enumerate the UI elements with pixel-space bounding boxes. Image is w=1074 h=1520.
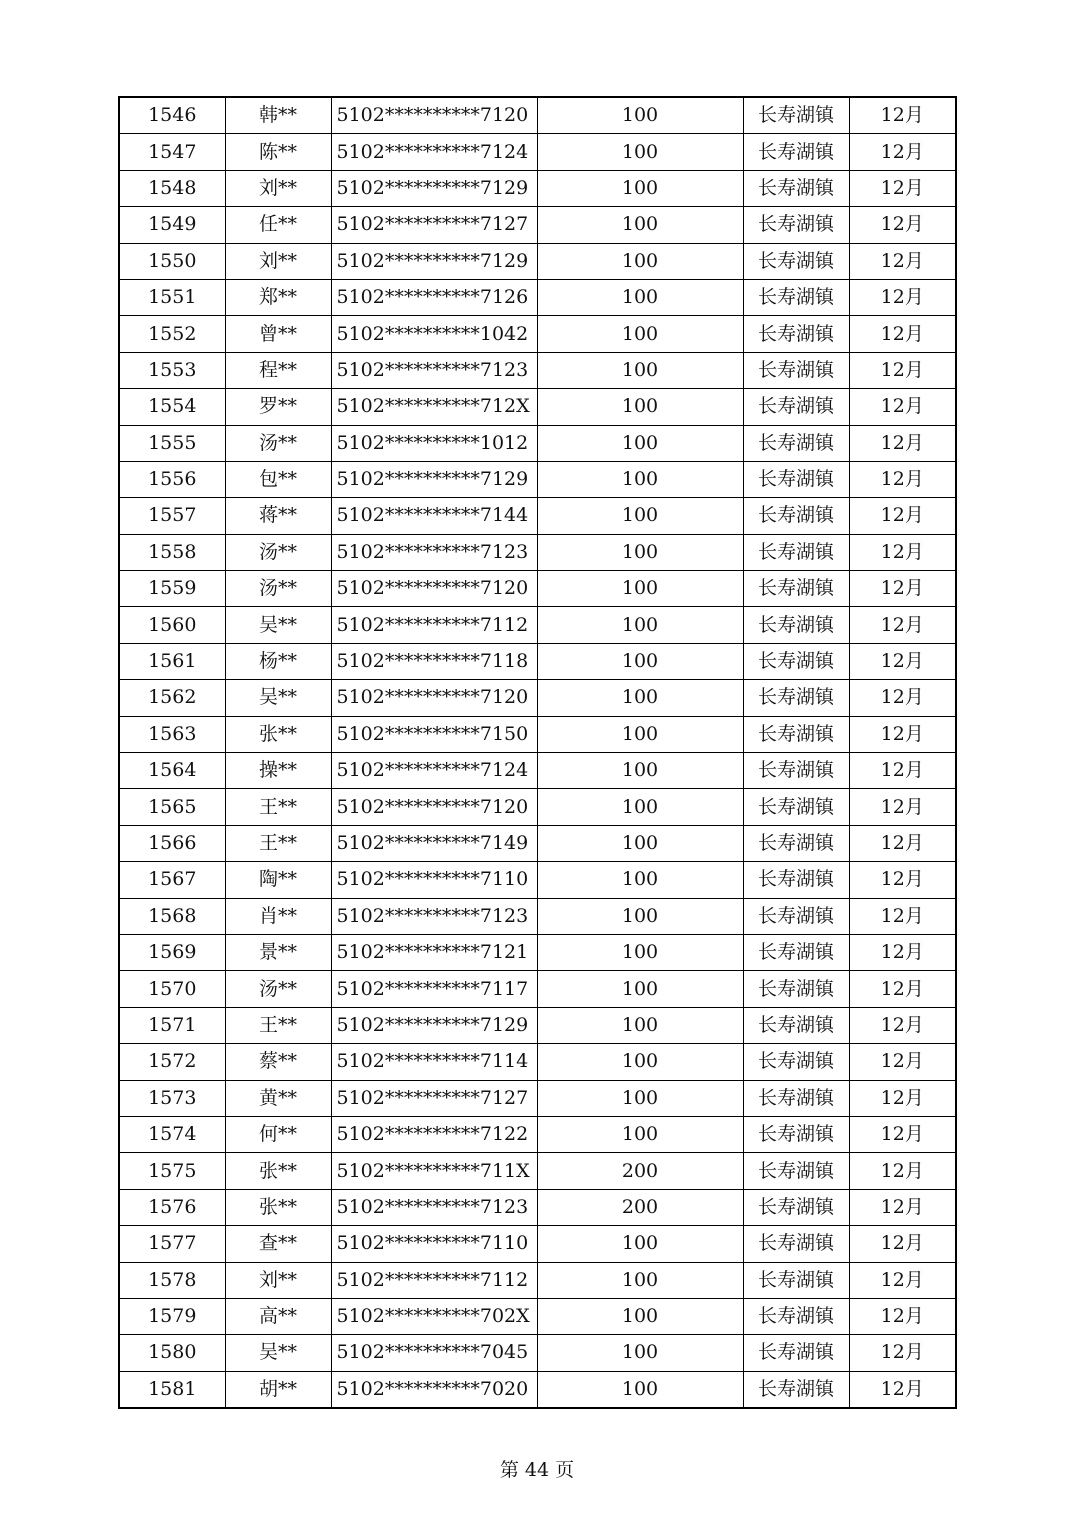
town-cell: 长寿湖镇 xyxy=(743,1335,849,1371)
name-cell: 程** xyxy=(225,352,331,388)
month-cell: 12月 xyxy=(849,643,956,679)
row-number-cell: 1551 xyxy=(119,279,225,315)
amount-cell: 100 xyxy=(537,498,743,534)
id-number-cell: 5102**********1042 xyxy=(331,316,537,352)
town-cell: 长寿湖镇 xyxy=(743,316,849,352)
amount-cell: 100 xyxy=(537,170,743,206)
amount-cell: 100 xyxy=(537,1226,743,1262)
name-cell: 汤** xyxy=(225,534,331,570)
amount-cell: 100 xyxy=(537,207,743,243)
town-cell: 长寿湖镇 xyxy=(743,461,849,497)
row-number-cell: 1564 xyxy=(119,753,225,789)
id-number-cell: 5102**********7124 xyxy=(331,753,537,789)
id-number-cell: 5102**********7110 xyxy=(331,1226,537,1262)
month-cell: 12月 xyxy=(849,1007,956,1043)
table-row xyxy=(119,789,956,825)
row-number-cell: 1574 xyxy=(119,1116,225,1152)
id-number-cell: 5102**********7123 xyxy=(331,352,537,388)
name-cell: 景** xyxy=(225,934,331,970)
id-number-cell: 5102**********7150 xyxy=(331,716,537,752)
town-cell: 长寿湖镇 xyxy=(743,279,849,315)
name-cell: 吴** xyxy=(225,1335,331,1371)
id-number-cell: 5102**********7110 xyxy=(331,862,537,898)
name-cell: 任** xyxy=(225,207,331,243)
month-cell: 12月 xyxy=(849,279,956,315)
amount-cell: 100 xyxy=(537,425,743,461)
town-cell: 长寿湖镇 xyxy=(743,425,849,461)
table-row xyxy=(119,753,956,789)
table-row xyxy=(119,971,956,1007)
id-number-cell: 5102**********7124 xyxy=(331,134,537,170)
table-row xyxy=(119,97,956,134)
name-cell: 杨** xyxy=(225,643,331,679)
table-row xyxy=(119,862,956,898)
id-number-cell: 5102**********7123 xyxy=(331,1189,537,1225)
id-number-cell: 5102**********7127 xyxy=(331,1080,537,1116)
row-number-cell: 1562 xyxy=(119,680,225,716)
month-cell: 12月 xyxy=(849,170,956,206)
row-number-cell: 1552 xyxy=(119,316,225,352)
town-cell: 长寿湖镇 xyxy=(743,571,849,607)
id-number-cell: 5102**********7123 xyxy=(331,898,537,934)
table-row xyxy=(119,1080,956,1116)
name-cell: 曾** xyxy=(225,316,331,352)
row-number-cell: 1561 xyxy=(119,643,225,679)
month-cell: 12月 xyxy=(849,134,956,170)
record-table xyxy=(118,96,957,1409)
amount-cell: 100 xyxy=(537,389,743,425)
id-number-cell: 5102**********7120 xyxy=(331,571,537,607)
month-cell: 12月 xyxy=(849,425,956,461)
id-number-cell: 5102**********711X xyxy=(331,1153,537,1189)
name-cell: 操** xyxy=(225,753,331,789)
table-row xyxy=(119,498,956,534)
row-number-cell: 1573 xyxy=(119,1080,225,1116)
month-cell: 12月 xyxy=(849,316,956,352)
amount-cell: 100 xyxy=(537,1371,743,1408)
row-number-cell: 1550 xyxy=(119,243,225,279)
town-cell: 长寿湖镇 xyxy=(743,1298,849,1334)
town-cell: 长寿湖镇 xyxy=(743,862,849,898)
row-number-cell: 1580 xyxy=(119,1335,225,1371)
row-number-cell: 1555 xyxy=(119,425,225,461)
name-cell: 高** xyxy=(225,1298,331,1334)
month-cell: 12月 xyxy=(849,461,956,497)
town-cell: 长寿湖镇 xyxy=(743,643,849,679)
month-cell: 12月 xyxy=(849,243,956,279)
amount-cell: 100 xyxy=(537,1335,743,1371)
id-number-cell: 5102**********7117 xyxy=(331,971,537,1007)
town-cell: 长寿湖镇 xyxy=(743,498,849,534)
table-row xyxy=(119,461,956,497)
name-cell: 王** xyxy=(225,825,331,861)
name-cell: 胡** xyxy=(225,1371,331,1408)
amount-cell: 100 xyxy=(537,134,743,170)
table-row xyxy=(119,243,956,279)
table-row xyxy=(119,134,956,170)
name-cell: 吴** xyxy=(225,607,331,643)
name-cell: 郑** xyxy=(225,279,331,315)
name-cell: 罗** xyxy=(225,389,331,425)
month-cell: 12月 xyxy=(849,862,956,898)
id-number-cell: 5102**********7129 xyxy=(331,170,537,206)
row-number-cell: 1577 xyxy=(119,1226,225,1262)
id-number-cell: 5102**********7122 xyxy=(331,1116,537,1152)
table-row xyxy=(119,1262,956,1298)
name-cell: 黄** xyxy=(225,1080,331,1116)
row-number-cell: 1547 xyxy=(119,134,225,170)
town-cell: 长寿湖镇 xyxy=(743,170,849,206)
amount-cell: 200 xyxy=(537,1189,743,1225)
id-number-cell: 5102**********712X xyxy=(331,389,537,425)
amount-cell: 100 xyxy=(537,97,743,134)
month-cell: 12月 xyxy=(849,971,956,1007)
amount-cell: 100 xyxy=(537,279,743,315)
row-number-cell: 1571 xyxy=(119,1007,225,1043)
month-cell: 12月 xyxy=(849,1153,956,1189)
id-number-cell: 5102**********7129 xyxy=(331,1007,537,1043)
name-cell: 汤** xyxy=(225,571,331,607)
id-number-cell: 5102**********7126 xyxy=(331,279,537,315)
town-cell: 长寿湖镇 xyxy=(743,898,849,934)
id-number-cell: 5102**********7112 xyxy=(331,1262,537,1298)
table-row xyxy=(119,1116,956,1152)
town-cell: 长寿湖镇 xyxy=(743,1080,849,1116)
town-cell: 长寿湖镇 xyxy=(743,1262,849,1298)
table-row xyxy=(119,389,956,425)
id-number-cell: 5102**********7129 xyxy=(331,243,537,279)
row-number-cell: 1565 xyxy=(119,789,225,825)
table-row xyxy=(119,680,956,716)
town-cell: 长寿湖镇 xyxy=(743,716,849,752)
table-row xyxy=(119,1335,956,1371)
name-cell: 张** xyxy=(225,716,331,752)
row-number-cell: 1563 xyxy=(119,716,225,752)
town-cell: 长寿湖镇 xyxy=(743,389,849,425)
row-number-cell: 1559 xyxy=(119,571,225,607)
table-row xyxy=(119,1007,956,1043)
month-cell: 12月 xyxy=(849,352,956,388)
town-cell: 长寿湖镇 xyxy=(743,607,849,643)
amount-cell: 100 xyxy=(537,680,743,716)
table-row xyxy=(119,1189,956,1225)
page-number: 第 44 页 xyxy=(499,1459,575,1481)
month-cell: 12月 xyxy=(849,389,956,425)
id-number-cell: 5102**********7129 xyxy=(331,461,537,497)
id-number-cell: 5102**********7020 xyxy=(331,1371,537,1408)
amount-cell: 100 xyxy=(537,753,743,789)
month-cell: 12月 xyxy=(849,1044,956,1080)
row-number-cell: 1557 xyxy=(119,498,225,534)
id-number-cell: 5102**********7118 xyxy=(331,643,537,679)
amount-cell: 100 xyxy=(537,534,743,570)
month-cell: 12月 xyxy=(849,753,956,789)
month-cell: 12月 xyxy=(849,1335,956,1371)
id-number-cell: 5102**********702X xyxy=(331,1298,537,1334)
name-cell: 陶** xyxy=(225,862,331,898)
town-cell: 长寿湖镇 xyxy=(743,534,849,570)
amount-cell: 100 xyxy=(537,643,743,679)
month-cell: 12月 xyxy=(849,1080,956,1116)
amount-cell: 100 xyxy=(537,825,743,861)
row-number-cell: 1548 xyxy=(119,170,225,206)
amount-cell: 100 xyxy=(537,243,743,279)
table-row xyxy=(119,1371,956,1408)
amount-cell: 100 xyxy=(537,352,743,388)
table-row xyxy=(119,279,956,315)
table-row xyxy=(119,1226,956,1262)
name-cell: 包** xyxy=(225,461,331,497)
name-cell: 刘** xyxy=(225,243,331,279)
name-cell: 何** xyxy=(225,1116,331,1152)
month-cell: 12月 xyxy=(849,898,956,934)
id-number-cell: 5102**********7120 xyxy=(331,789,537,825)
amount-cell: 100 xyxy=(537,1080,743,1116)
month-cell: 12月 xyxy=(849,680,956,716)
table-row xyxy=(119,207,956,243)
row-number-cell: 1579 xyxy=(119,1298,225,1334)
name-cell: 刘** xyxy=(225,170,331,206)
row-number-cell: 1556 xyxy=(119,461,225,497)
amount-cell: 100 xyxy=(537,1044,743,1080)
town-cell: 长寿湖镇 xyxy=(743,97,849,134)
name-cell: 汤** xyxy=(225,971,331,1007)
town-cell: 长寿湖镇 xyxy=(743,1044,849,1080)
table-row xyxy=(119,316,956,352)
name-cell: 肖** xyxy=(225,898,331,934)
month-cell: 12月 xyxy=(849,934,956,970)
row-number-cell: 1558 xyxy=(119,534,225,570)
town-cell: 长寿湖镇 xyxy=(743,1371,849,1408)
town-cell: 长寿湖镇 xyxy=(743,243,849,279)
town-cell: 长寿湖镇 xyxy=(743,1226,849,1262)
id-number-cell: 5102**********7120 xyxy=(331,680,537,716)
name-cell: 王** xyxy=(225,1007,331,1043)
amount-cell: 100 xyxy=(537,971,743,1007)
row-number-cell: 1567 xyxy=(119,862,225,898)
amount-cell: 100 xyxy=(537,789,743,825)
amount-cell: 100 xyxy=(537,716,743,752)
id-number-cell: 5102**********7121 xyxy=(331,934,537,970)
id-number-cell: 5102**********7149 xyxy=(331,825,537,861)
id-number-cell: 5102**********7114 xyxy=(331,1044,537,1080)
month-cell: 12月 xyxy=(849,1226,956,1262)
month-cell: 12月 xyxy=(849,498,956,534)
id-number-cell: 5102**********7112 xyxy=(331,607,537,643)
row-number-cell: 1546 xyxy=(119,97,225,134)
row-number-cell: 1581 xyxy=(119,1371,225,1408)
month-cell: 12月 xyxy=(849,1189,956,1225)
amount-cell: 100 xyxy=(537,607,743,643)
table-row xyxy=(119,571,956,607)
town-cell: 长寿湖镇 xyxy=(743,680,849,716)
table-row xyxy=(119,170,956,206)
row-number-cell: 1549 xyxy=(119,207,225,243)
town-cell: 长寿湖镇 xyxy=(743,753,849,789)
id-number-cell: 5102**********1012 xyxy=(331,425,537,461)
id-number-cell: 5102**********7127 xyxy=(331,207,537,243)
name-cell: 吴** xyxy=(225,680,331,716)
table-row xyxy=(119,1044,956,1080)
amount-cell: 100 xyxy=(537,316,743,352)
month-cell: 12月 xyxy=(849,1298,956,1334)
town-cell: 长寿湖镇 xyxy=(743,207,849,243)
town-cell: 长寿湖镇 xyxy=(743,1153,849,1189)
month-cell: 12月 xyxy=(849,825,956,861)
id-number-cell: 5102**********7120 xyxy=(331,97,537,134)
month-cell: 12月 xyxy=(849,1371,956,1408)
month-cell: 12月 xyxy=(849,97,956,134)
row-number-cell: 1576 xyxy=(119,1189,225,1225)
town-cell: 长寿湖镇 xyxy=(743,825,849,861)
id-number-cell: 5102**********7144 xyxy=(331,498,537,534)
record-table-body xyxy=(119,97,956,1408)
row-number-cell: 1569 xyxy=(119,934,225,970)
row-number-cell: 1568 xyxy=(119,898,225,934)
town-cell: 长寿湖镇 xyxy=(743,934,849,970)
amount-cell: 100 xyxy=(537,862,743,898)
table-row xyxy=(119,643,956,679)
month-cell: 12月 xyxy=(849,534,956,570)
name-cell: 刘** xyxy=(225,1262,331,1298)
id-number-cell: 5102**********7123 xyxy=(331,534,537,570)
table-row xyxy=(119,716,956,752)
month-cell: 12月 xyxy=(849,571,956,607)
town-cell: 长寿湖镇 xyxy=(743,1189,849,1225)
table-row xyxy=(119,534,956,570)
row-number-cell: 1570 xyxy=(119,971,225,1007)
month-cell: 12月 xyxy=(849,716,956,752)
name-cell: 查** xyxy=(225,1226,331,1262)
name-cell: 蒋** xyxy=(225,498,331,534)
town-cell: 长寿湖镇 xyxy=(743,352,849,388)
town-cell: 长寿湖镇 xyxy=(743,1116,849,1152)
table-row xyxy=(119,425,956,461)
town-cell: 长寿湖镇 xyxy=(743,789,849,825)
row-number-cell: 1560 xyxy=(119,607,225,643)
name-cell: 韩** xyxy=(225,97,331,134)
amount-cell: 100 xyxy=(537,1007,743,1043)
name-cell: 蔡** xyxy=(225,1044,331,1080)
table-row xyxy=(119,1153,956,1189)
name-cell: 张** xyxy=(225,1153,331,1189)
amount-cell: 100 xyxy=(537,1262,743,1298)
row-number-cell: 1572 xyxy=(119,1044,225,1080)
row-number-cell: 1575 xyxy=(119,1153,225,1189)
town-cell: 长寿湖镇 xyxy=(743,1007,849,1043)
table-row xyxy=(119,607,956,643)
amount-cell: 100 xyxy=(537,1116,743,1152)
row-number-cell: 1578 xyxy=(119,1262,225,1298)
name-cell: 汤** xyxy=(225,425,331,461)
table-row xyxy=(119,825,956,861)
name-cell: 陈** xyxy=(225,134,331,170)
name-cell: 王** xyxy=(225,789,331,825)
amount-cell: 100 xyxy=(537,898,743,934)
table-row xyxy=(119,1298,956,1334)
amount-cell: 100 xyxy=(537,571,743,607)
town-cell: 长寿湖镇 xyxy=(743,134,849,170)
amount-cell: 200 xyxy=(537,1153,743,1189)
town-cell: 长寿湖镇 xyxy=(743,971,849,1007)
month-cell: 12月 xyxy=(849,607,956,643)
name-cell: 张** xyxy=(225,1189,331,1225)
table-row xyxy=(119,898,956,934)
amount-cell: 100 xyxy=(537,1298,743,1334)
amount-cell: 100 xyxy=(537,461,743,497)
table-row xyxy=(119,352,956,388)
row-number-cell: 1554 xyxy=(119,389,225,425)
month-cell: 12月 xyxy=(849,1262,956,1298)
month-cell: 12月 xyxy=(849,1116,956,1152)
month-cell: 12月 xyxy=(849,789,956,825)
row-number-cell: 1553 xyxy=(119,352,225,388)
amount-cell: 100 xyxy=(537,934,743,970)
table-row xyxy=(119,934,956,970)
id-number-cell: 5102**********7045 xyxy=(331,1335,537,1371)
row-number-cell: 1566 xyxy=(119,825,225,861)
month-cell: 12月 xyxy=(849,207,956,243)
